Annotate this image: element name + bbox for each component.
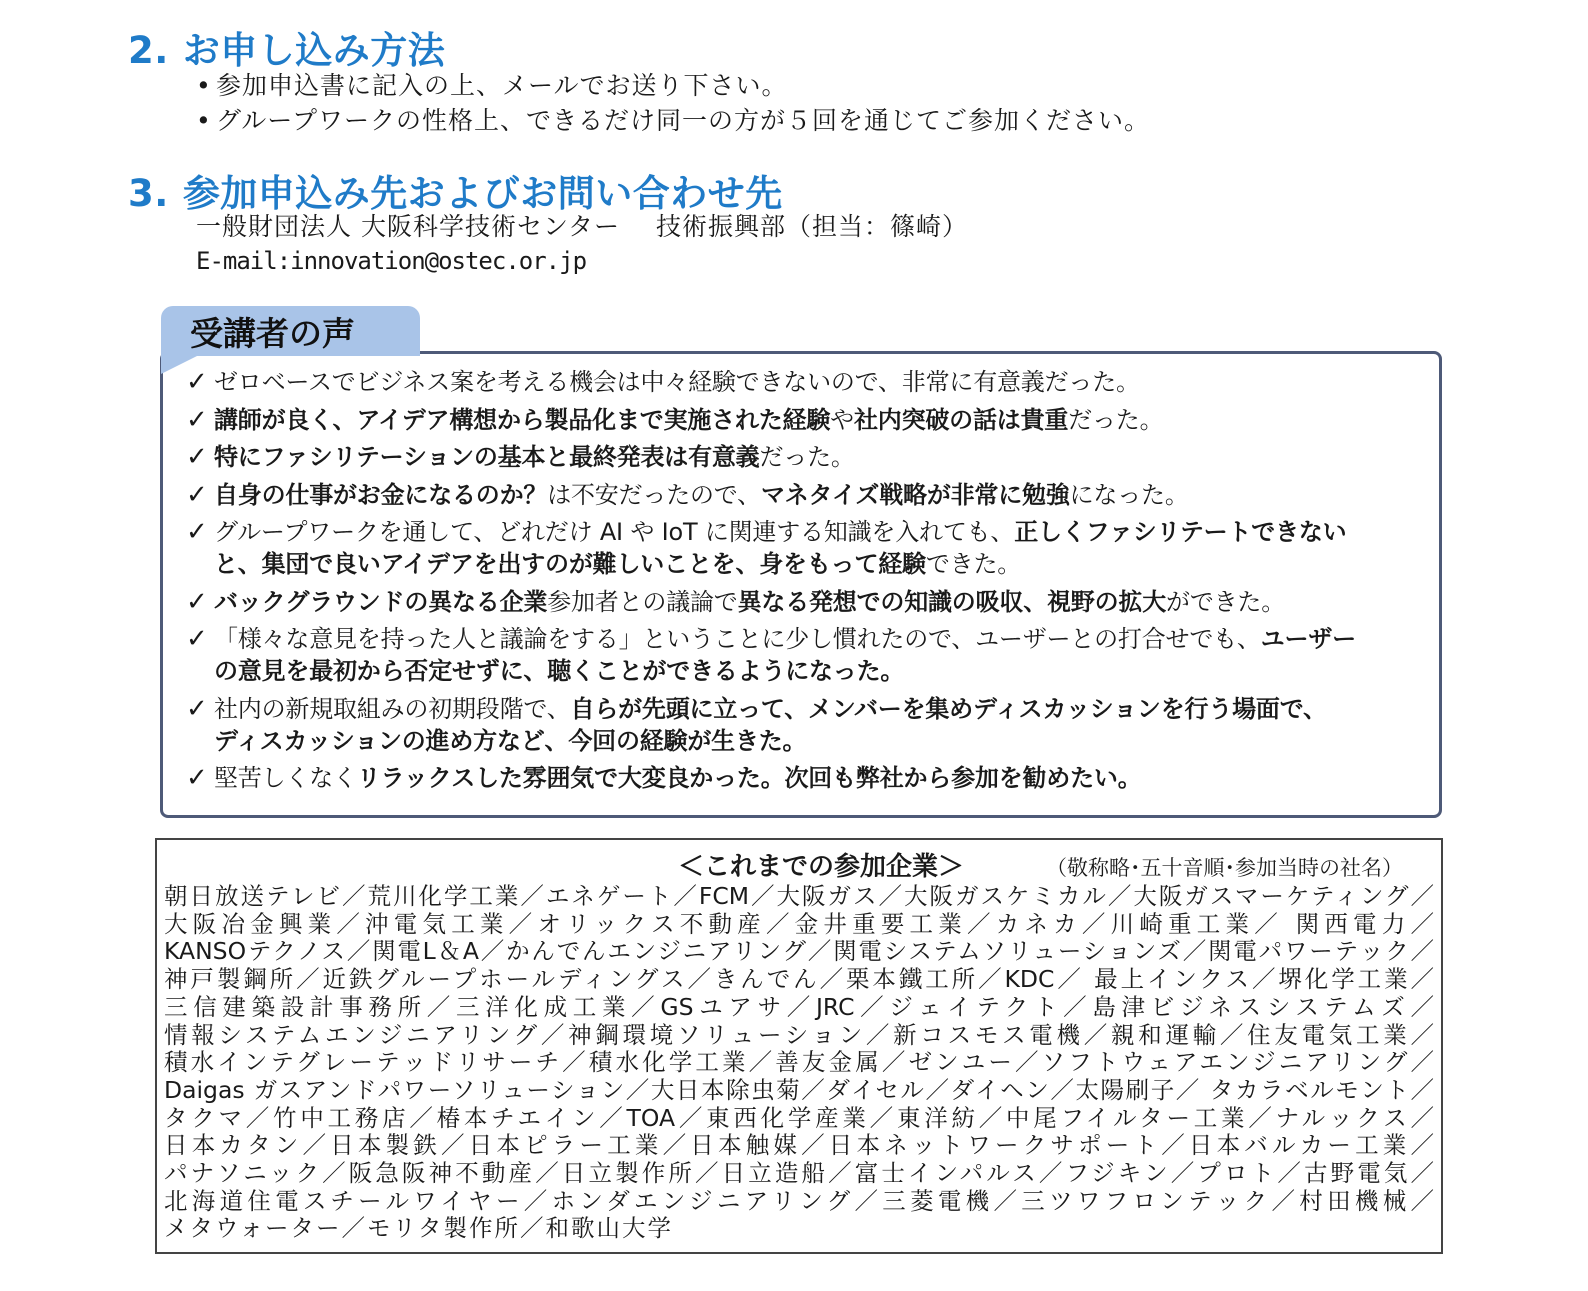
section-3-number: 3. — [128, 172, 169, 215]
check-mark-icon: ✓ — [186, 693, 208, 724]
check-mark-icon: ✓ — [186, 367, 208, 397]
department-name: 技術振興部（担当：篠崎） — [655, 212, 968, 241]
check-mark-icon: ✓ — [186, 404, 208, 435]
company-line: 朝日放送テレビ／荒川化学工業／エネゲート／FCM／大阪ガス／大阪ガスケミカル／大阪ガスマーケティング／ — [164, 882, 1434, 910]
check-mark-icon: ✓ — [186, 586, 208, 617]
company-line: 日本カタン／日本製鉄／日本ピラー工業／日本触媒／日本ネットワークサポート／日本バルカー工業／ — [164, 1131, 1434, 1160]
emphasis-text: 正しくファシリテートできない — [1014, 518, 1347, 546]
companies-note: （敬称略･五十音順･参加当時の社名） — [1046, 856, 1403, 880]
company-line: 大阪冶金興業／沖電気工業／オリックス不動産／金井重要工業／カネカ／川崎重工業／ 関西電力／ — [164, 909, 1434, 938]
company-line: Daigas ガスアンドパワーソリューション／大日本除虫菊／ダイセル／ダイヘン／太陽刷子／ タカラベルモント／ — [164, 1075, 1434, 1104]
section-2-title: お申し込み方法 — [182, 29, 446, 72]
emphasis-text: と、集団で良いアイデアを出すのが難しいことを、身をもって経験 — [214, 550, 926, 578]
voice-text: グループワークを通して、どれだけ AI や IoT に関連する知識を入れても、 — [214, 518, 1015, 546]
companies-title: ＜これまでの参加企業＞ — [678, 852, 965, 882]
check-mark-icon: ✓ — [186, 479, 208, 510]
emphasis-text: の意見を最初から否定せずに、聴くことができるようになった。 — [214, 657, 905, 685]
section-2-number: 2. — [128, 29, 169, 72]
check-mark-icon: ✓ — [186, 763, 208, 793]
organization-line — [196, 209, 968, 244]
voice-item — [186, 479, 1356, 511]
voice-line — [214, 725, 1356, 757]
list-item: • グループワークの性格上、できるだけ同一の方が５回を通じてご参加ください。 — [196, 103, 1150, 138]
voice-line — [214, 693, 1356, 725]
company-line: 情報システムエンジニアリング／神鋼環境ソリューション／新コスモス電機／親和運輸／住友電気工業／ — [164, 1020, 1434, 1049]
voice-item — [186, 623, 1356, 687]
voice-line — [214, 762, 1356, 794]
emphasis-text: 社内突破の話は貴重 — [853, 405, 1069, 434]
voice-line — [214, 655, 1356, 687]
voices-list — [186, 366, 1356, 800]
list-item: • 参加申込書に記入の上、メールでお送り下さい。 — [196, 68, 1150, 103]
voice-item — [186, 516, 1356, 580]
emphasis-text: 自身の仕事がお金になるのか？ — [214, 480, 548, 509]
company-line: メタウォーター／モリタ製作所／和歌山大学 — [164, 1214, 674, 1243]
voice-line — [214, 441, 1356, 473]
check-mark-icon: ✓ — [186, 624, 208, 654]
company-line: 積水インテグレーテッドリサーチ／積水化学工業／善友金属／ゼンユー／ソフトウェアエンジニアリング／ — [164, 1048, 1434, 1077]
emphasis-text: ユーザー — [1260, 625, 1356, 653]
voice-text: 堅苦しくなく — [214, 764, 357, 792]
check-mark-icon: ✓ — [186, 442, 208, 472]
voice-item — [186, 441, 1356, 473]
voice-text: できた。 — [925, 550, 1022, 578]
voice-text: 社内の新規取組みの初期段階で、 — [214, 694, 571, 723]
section-2-heading — [128, 20, 445, 74]
voice-item — [186, 693, 1356, 757]
voice-line — [214, 586, 1356, 618]
companies-list — [164, 883, 1434, 1243]
voice-text: ゼロベースでビジネス案を考える機会は中々経験できないので、非常に有意義だった。 — [214, 368, 1140, 396]
voice-item — [186, 366, 1356, 398]
company-line: パナソニック／阪急阪神不動産／日立製作所／日立造船／富士インパルス／フジキン／プロト／古野電気／ — [164, 1159, 1434, 1188]
emphasis-text: ディスカッションの進め方など、今回の経験が生きた。 — [214, 726, 807, 755]
voice-line — [214, 404, 1356, 436]
voice-line — [214, 548, 1356, 580]
emphasis-text: 自らが先頭に立って、メンバーを集めディスカッションを行う場面で、 — [570, 694, 1327, 723]
voice-line — [214, 479, 1356, 511]
voice-text: だった。 — [1068, 405, 1164, 434]
section-3-title: 参加申込み先およびお問い合わせ先 — [182, 172, 783, 215]
voice-text: になった。 — [1069, 480, 1189, 509]
voice-item — [186, 404, 1356, 436]
check-mark-icon: ✓ — [186, 517, 208, 547]
voice-text: 「様々な意見を持った人と議論をする」ということに少し慣れたので、ユーザーとの打合せでも、 — [214, 625, 1261, 653]
company-line: 神戸製鋼所／近鉄グループホールディングス／きんでん／栗本鐵工所／KDC／ 最上インクス／堺化学工業／ — [164, 965, 1434, 994]
emphasis-text: 特にファシリテーションの基本と最終発表は有意義 — [214, 443, 760, 471]
voice-text: は不安だったので、 — [547, 480, 761, 509]
voice-text: だった。 — [759, 443, 855, 471]
voice-line — [214, 516, 1356, 548]
company-line: 三信建築設計事務所／三洋化成工業／GSユアサ／JRC／ジェイテクト／島津ビジネスシステムズ／ — [164, 992, 1434, 1021]
voice-line — [214, 623, 1356, 655]
emphasis-text: 講師が良く、アイデア構想から製品化まで実施された経験 — [214, 405, 831, 434]
emphasis-text: バックグラウンドの異なる企業 — [214, 587, 548, 616]
emphasis-text: リラックスした雰囲気で大変良かった。次回も弊社から参加を勧めたい。 — [356, 764, 1142, 792]
voice-text: や — [830, 405, 854, 434]
emphasis-text: マネタイズ戦略が非常に勉強 — [760, 480, 1070, 509]
voice-text: ができた。 — [1166, 587, 1286, 616]
application-method-list — [196, 68, 1150, 138]
contact-info — [196, 209, 968, 279]
voice-item — [186, 762, 1356, 794]
organization-name: 一般財団法人 大阪科学技術センター — [196, 212, 620, 241]
company-line: 北海道住電スチールワイヤー／ホンダエンジニアリング／三菱電機／三ツワフロンテック／村田機械／ — [164, 1186, 1434, 1215]
voice-line — [214, 366, 1356, 398]
voices-title: 受講者の声 — [190, 314, 355, 353]
company-line: タクマ／竹中工務店／椿本チエイン／TOA／東西化学産業／東洋紡／中尾フイルター工業／ナルックス／ — [164, 1103, 1434, 1132]
voice-item — [186, 586, 1356, 618]
email-address[interactable]: E-mail:innovation@ostec.or.jp — [196, 247, 587, 275]
emphasis-text: 異なる発想での知識の吸収、視野の拡大 — [737, 587, 1167, 616]
voice-text: 参加者との議論で — [547, 587, 738, 616]
company-line: KANSOテクノス／関電L＆A／かんでんエンジニアリング／関電システムソリューションズ／関電パワーテック／ — [164, 937, 1434, 966]
